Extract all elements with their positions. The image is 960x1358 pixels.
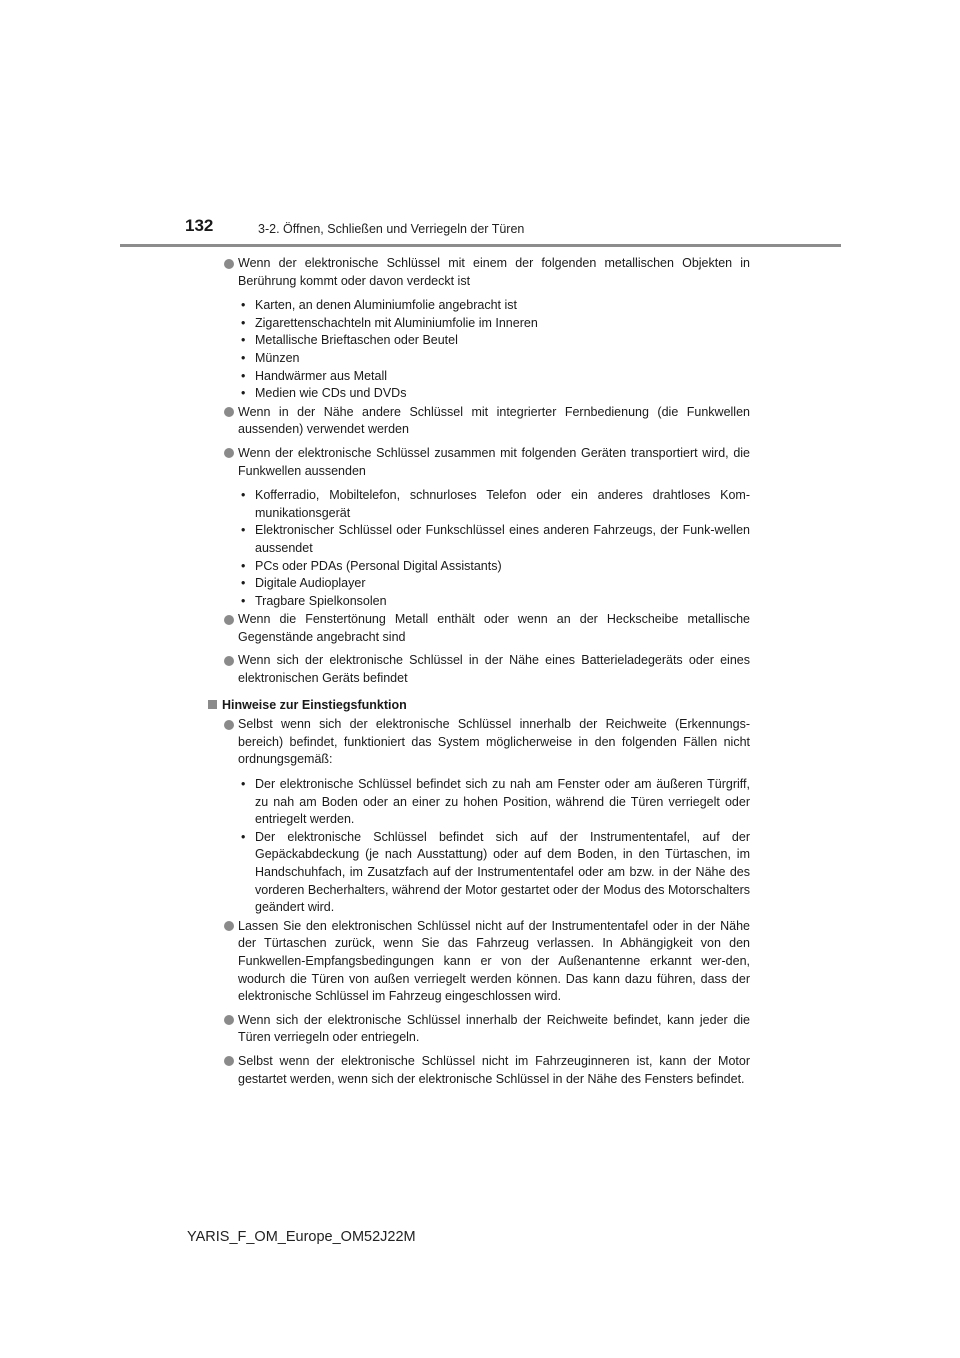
paragraph-text: Lassen Sie den elektronischen Schlüssel nicht auf der Instrumententafel oder in der Nähe der Türtaschen zurück, wenn Sie das Fahrzeug verlassen. In Abhängigkeit von den Funkwellen-Empfangsbedingungen kann er von der Außenantenne erkannt wer-den, wodurch die Türen von außen verriegelt werden können. Das kann dazu führen, dass der elektronische Schlüssel im Fahrzeug eingeschlossen wird. [238,918,750,1004]
list-item: • Zigarettenschachteln mit Aluminiumfolie im Inneren [238,315,750,333]
circle-bullet-icon [224,448,234,458]
paragraph-text: Wenn der elektronische Schlüssel zusammen mit folgenden Geräten transportiert wird, die Funkwellen aussenden [238,445,750,478]
header-rule [120,244,841,247]
list-item: • Der elektronische Schlüssel befindet sich zu nah am Fenster oder am äußeren Türgriff, zu nah am Boden oder an einer zu hohen Position, während die Türen verriegelt oder entriegelt werden. [241,777,750,827]
list-item: • Handwärmer aus Metall [238,368,750,386]
paragraph-text: Selbst wenn sich der elektronische Schlüssel innerhalb der Reichweite (Erkennungs-bereich) befindet, funktioniert das System möglicherweise in den folgenden Fällen nicht ordnungsgemäß: [238,717,750,767]
paragraph-text: Selbst wenn der elektronische Schlüssel nicht im Fahrzeuginneren ist, kann der Motor gestartet werden, wenn sich der elektronische Schlüssel in der Nähe des Fensters befindet. [238,1053,750,1086]
list-item: • Tragbare Spielkonsolen [238,593,750,611]
sub-list [238,297,750,403]
section-title: 3-2. Öffnen, Schließen und Verriegeln der Türen [258,222,525,236]
list-item: • Metallische Brieftaschen oder Beutel [238,332,750,350]
dot-bullet-icon: • [241,777,246,792]
section-heading: Hinweise zur Einstiegsfunktion [206,697,750,715]
paragraph-text: Wenn die Fenstertönung Metall enthält oder wenn an der Heckscheibe metallische Gegenstände angebracht sind [238,612,750,644]
dot-bullet-icon: • [241,558,246,573]
page-number: 132 [185,216,214,235]
list-item: • PCs oder PDAs (Personal Digital Assistants) [238,558,750,576]
circle-bullet-icon [224,656,234,666]
circle-bullet-icon [224,720,234,730]
document-code: YARIS_F_OM_Europe_OM52J22M [187,1229,416,1245]
list-item: • Digitale Audioplayer [238,575,750,593]
paragraph-text: Wenn sich der elektronische Schlüssel in der Nähe eines Batterieladegeräts oder eines elektronischen Geräts befindet [238,653,750,686]
dot-bullet-icon: • [241,829,246,844]
circle-bullet-item [222,716,750,769]
dot-bullet-icon: • [241,368,246,383]
circle-bullet-item [222,611,750,646]
dot-bullet-icon: • [241,593,246,608]
paragraph-text: Wenn der elektronische Schlüssel mit einem der folgenden metallischen Objekten in Berührung kommt oder davon verdeckt ist [238,256,750,288]
list-item: • Karten, an denen Aluminiumfolie angebracht ist [238,297,750,315]
page-body [222,255,750,1088]
list-item: • Medien wie CDs und DVDs [238,385,750,403]
dot-bullet-icon: • [241,523,246,538]
circle-bullet-icon [224,921,234,931]
circle-bullet-item [222,255,750,290]
paragraph-text: Wenn sich der elektronische Schlüssel innerhalb der Reichweite befindet, kann jeder die Türen verriegeln oder entriegeln. [238,1012,750,1045]
list-item: • Der elektronische Schlüssel befindet sich auf der Instrumententafel, auf der Gepäckabdeckung (je nach Ausstattung) oder auf dem Boden, in den Türtaschen, im Handschuhfach, im Zusatzfach auf der Instrumententafel oder am bzw. in der Nähe des vorderen Becherhalters, während der Motor gestartet oder der Modus des Motorschalters geändert wird. [241,829,750,915]
dot-bullet-icon: • [241,386,246,401]
circle-bullet-item [222,404,750,439]
paragraph-text: Wenn in der Nähe andere Schlüssel mit integrierter Fernbedienung (die Funkwellen aussenden) verwendet werden [238,404,750,437]
dot-bullet-icon: • [241,350,246,365]
dot-bullet-icon: • [241,488,246,503]
sub-list [238,487,750,610]
sub-list [238,776,750,917]
circle-bullet-icon [224,1056,234,1066]
circle-bullet-item [222,1012,750,1047]
dot-bullet-icon: • [241,315,246,330]
circle-bullet-icon [224,259,234,269]
circle-bullet-item [222,918,750,1006]
list-item: • Kofferradio, Mobiltelefon, schnurloses Telefon oder ein anderes drahtloses Kom-munikationsgerät [241,488,750,520]
dot-bullet-icon: • [241,576,246,591]
circle-bullet-item [222,1053,750,1088]
circle-bullet-icon [224,1015,234,1025]
circle-bullet-item [222,652,750,687]
list-item: • Elektronischer Schlüssel oder Funkschlüssel eines anderen Fahrzeugs, der Funk-wellen aussendet [241,523,750,555]
circle-bullet-icon [224,407,234,417]
circle-bullet-item [222,445,750,480]
circle-bullet-icon [224,615,234,625]
dot-bullet-icon: • [241,298,246,313]
list-item: • Münzen [238,350,750,368]
dot-bullet-icon: • [241,333,246,348]
square-bullet-icon [208,700,217,709]
